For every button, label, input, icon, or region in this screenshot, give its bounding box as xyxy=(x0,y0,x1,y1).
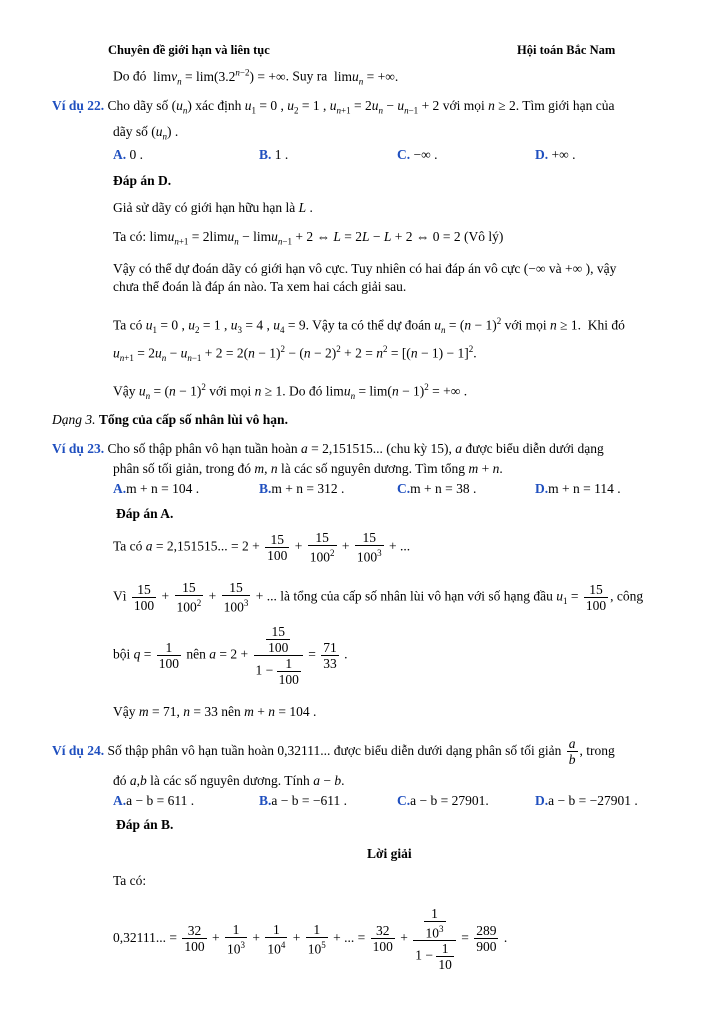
ex24-option-a: A.a − b = 611 . xyxy=(113,793,195,808)
ex23-sol-2: Vì $\frac{15}{100}$ + $\frac{15}{100^2}$ + $\frac{15}{100^3}$ + ... là tổng của cấp số nhân lùi vô hạn với số hạng đầu $u_1$ = $\frac{15}{100}$ , công xyxy=(113,580,644,615)
ex22-sol-1: Giả sử dãy có giới hạn hữu hạn là L . xyxy=(113,200,313,215)
ex22-sol-2: Ta có: limu$_{n+1}$ = 2limu$_n$ − limu$_{n-1}$ + 2 ⇔ L = 2L − L + 2 ⇔ 0 = 2 (Vô lý) xyxy=(113,229,504,247)
ex23-option-c: C.m + n = 38 . xyxy=(397,481,477,496)
ex23-stem-line1: Ví dụ 23. Cho số thập phân vô hạn tuần hoàn a = 2,151515... (chu kỳ 15), a được biểu diễn dưới dạng xyxy=(52,441,604,456)
ex24-stem-line2: đó a,b là các số nguyên dương. Tính a − b. xyxy=(113,773,345,788)
ex22-stem-line2: dãy số $(u_n)$ . xyxy=(113,124,179,142)
section-title: Tổng của cấp số nhân lùi vô hạn. xyxy=(98,412,288,427)
ex22-label: Ví dụ 22. xyxy=(52,98,105,113)
ex22-option-a: A. 0 . xyxy=(113,147,143,162)
section-label: Dạng 3. xyxy=(52,412,96,427)
ex22-option-c: C. −∞ . xyxy=(397,147,438,162)
ex22-option-b: B. 1 . xyxy=(259,147,289,162)
ex24-solution-title: Lời giải xyxy=(367,846,412,861)
ex23-option-b: B.m + n = 312 . xyxy=(259,481,345,496)
ex24-answer: Đáp án B. xyxy=(116,817,174,832)
ex22-sol-3b: chưa thể đoán là đáp án nào. Ta xem hai cách giải sau. xyxy=(113,279,407,294)
ex22-sol-4: Ta có $u_1 = 0$ , $u_2 = 1$ , $u_3 = 4$ , $u_4 = 9$. Vậy ta có thể dự đoán $u_n = (n - 1)^2$ với mọi n ≥ 1. Khi đó xyxy=(113,316,625,336)
header-left: Chuyên đề giới hạn và liên tục xyxy=(108,43,270,57)
ex24-stem-line1: Ví dụ 24. Số thập phân vô hạn tuần hoàn 0,32111... được biểu diễn dưới dạng phân số tối giản $\frac{a}{b}$ , trong xyxy=(52,736,615,768)
ex23-option-a: A.m + n = 104 . xyxy=(113,481,200,496)
ex22-stem-line1: Ví dụ 22. Cho dãy số $(u_n)$ xác định $u_1 = 0$ , $u_2 = 1$ , $u_{n+1} = 2u_n - u_{n-1} + 2$ với mọi n ≥ 2. Tìm giới hạn của xyxy=(52,98,615,116)
ex23-label: Ví dụ 23. xyxy=(52,441,105,456)
ex24-label: Ví dụ 24. xyxy=(52,743,105,758)
section-dang3 xyxy=(52,411,288,429)
header-right: Hội toán Bắc Nam xyxy=(517,43,616,57)
ex24-option-c: C.a − b = 27901. xyxy=(397,793,489,808)
ex23-sol-4: Vậy m = 71, n = 33 nên m + n = 104 . xyxy=(113,704,317,719)
math-lim-v: $\lim v_n = \lim(3.2^{n-2})$ = +∞ xyxy=(149,67,286,87)
ex22-sol-5: $u_{n+1} = 2u_n - u_{n-1} + 2 = 2(n - 1)^2 - (n - 2)^2 + 2 = n^2 = [(n - 1) - 1]^2$. xyxy=(113,344,477,364)
ex24-option-d: D.a − b = −27901 . xyxy=(535,793,638,808)
ex23-answer: Đáp án A. xyxy=(116,506,174,521)
ex22-sol-3a: Vậy có thể dự đoán dãy có giới hạn vô cực. Tuy nhiên có hai đáp án vô cực (−∞ và +∞ ), vậy xyxy=(113,261,617,276)
ex23-option-d: D.m + n = 114 . xyxy=(535,481,621,496)
math-lim-u: limu$_n$ = +∞. xyxy=(330,68,399,87)
ex22-recurrence: $u_1 = 0$ , $u_2 = 1$ , $u_{n+1} = 2u_n - u_{n-1} + 2$ xyxy=(244,98,440,116)
ex23-sol-1: Ta có a = 2,151515... = 2 + $\frac{15}{100}$ + $\frac{15}{100^2}$ + $\frac{15}{100^3}$ + ... xyxy=(113,530,411,565)
ex24-option-b: B.a − b = −611 . xyxy=(259,793,347,808)
ex22-answer: Đáp án D. xyxy=(113,173,172,188)
ex23-stem-line2: phân số tối giản, trong đó m, n là các số nguyên dương. Tìm tổng m + n. xyxy=(113,461,503,476)
ex24-sol-2: 0,32111... = $\frac{32}{100}$ + $\frac{1}{10^3}$ + $\frac{1}{10^4}$ + $\frac{1}{10^5}$ + ... = $\frac{32}{100}$ + $\frac{1}{10^3}$ 1 − $\frac{1}{10}$ = $\frac{289}{900}$ . xyxy=(113,905,508,973)
intro-line: Do đó $\lim v_n = \lim(3.2^{n-2})$ = +∞. Suy ra limu$_n$ = +∞. xyxy=(113,67,399,87)
ex23-sol-3: bội q = $\frac{1}{100}$ nên a = 2 + $\frac{15}{100}$ 1 − $\frac{1}{100}$ = $\frac{71}{33}$ . xyxy=(113,624,348,687)
ex24-sol-1: Ta có: xyxy=(113,873,147,888)
ex22-sol-6: Vậy $u_n = (n - 1)^2$ với mọi n ≥ 1. Do đó $\lim u_n = \lim(n - 1)^2$ = +∞ . xyxy=(113,382,468,402)
ex22-option-d: D. +∞ . xyxy=(535,147,576,162)
